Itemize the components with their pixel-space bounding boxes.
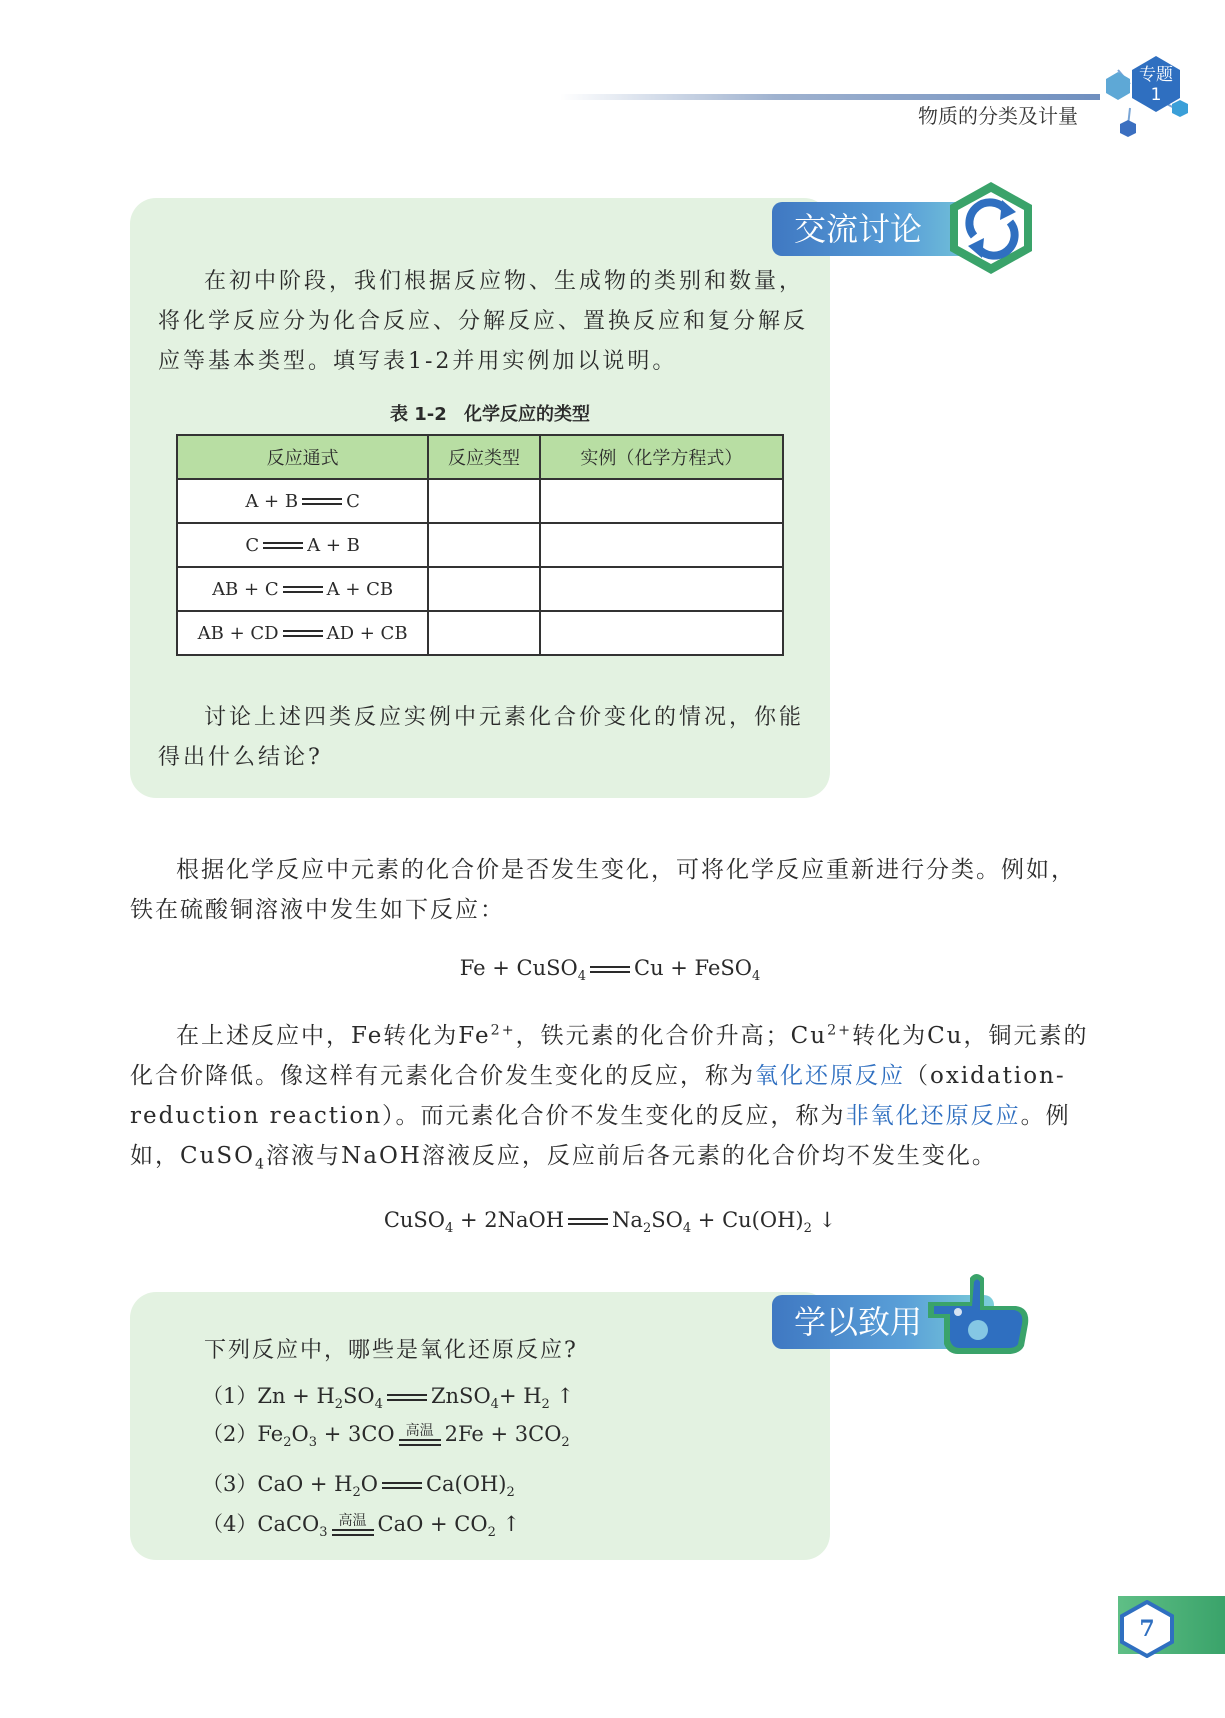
general-formula-cell: C A + B bbox=[177, 523, 428, 567]
practice-item: $(2)Fe_2O_3 + 3CO$ 高温 $2Fe + 3CO_2$ bbox=[202, 1422, 570, 1451]
general-formula-cell: AB + CD AD + CB bbox=[177, 611, 428, 655]
body-paragraph: 在上述反应中，Fe转化为$Fe^{2+}$，铁元素的化合价升高；$Cu^{2+}$转化为Cu，铜元素的化合价降低。像这样有元素化合价发生变化的反应，称为氧化还原反应（oxidation-reduction reaction）。而元素化合价不发生变化的反应，称为非氧化还原反应。例如，CuSO$_4$溶液与NaOH溶液反应，反应前后各元素的化合价均不发生变化。 bbox=[130, 1022, 1089, 1173]
table-caption bbox=[300, 400, 680, 426]
table-header: 实例（化学方程式） bbox=[540, 435, 783, 479]
reaction-condition: 高温 bbox=[405, 1422, 434, 1439]
example-cell[interactable] bbox=[540, 523, 783, 567]
reaction-type-cell[interactable] bbox=[428, 479, 540, 523]
term-redox-reaction: 氧化还原反应 bbox=[755, 1063, 905, 1089]
table-caption-label: 表 1-2 bbox=[390, 404, 447, 425]
table-row bbox=[177, 523, 783, 567]
pointing-hand-icon bbox=[918, 1268, 1038, 1358]
practice-item: $(1)Zn + H_2SO_4$ ZnSO$_4$+ $H_2$ ↑ bbox=[202, 1384, 575, 1413]
chapter-title: 物质的分类及计量 bbox=[918, 104, 1078, 128]
table-header: 反应类型 bbox=[428, 435, 540, 479]
cycle-arrows-icon bbox=[944, 178, 1038, 278]
table-row bbox=[177, 567, 783, 611]
discussion-badge: 交流讨论 bbox=[772, 202, 994, 256]
equation-cuso4-naoh: CuSO$_4$ + 2NaOH $Na_2SO_4 + Cu(OH)_2$ ↓ bbox=[383, 1208, 837, 1237]
equation-fe-cuso4: Fe + CuSO$_4$ Cu + FeSO$_4$ bbox=[459, 956, 761, 985]
practice-item: $(3)CaO + H_2O$ $Ca(OH)_2$ bbox=[202, 1472, 515, 1501]
topic-hexagon-icon bbox=[1070, 50, 1225, 140]
practice-badge: 学以致用 bbox=[772, 1295, 994, 1349]
example-cell[interactable] bbox=[540, 611, 783, 655]
practice-item: （4）CaCO$_3$ 高温 CaO + $CO_2$ ↑ bbox=[202, 1512, 521, 1541]
page-number: 7 bbox=[1139, 1616, 1155, 1642]
general-formula-cell: AB + C A + CB bbox=[177, 567, 428, 611]
reaction-type-table bbox=[176, 434, 784, 656]
general-formula-cell: A + B C bbox=[177, 479, 428, 523]
table-header: 反应通式 bbox=[177, 435, 428, 479]
reaction-type-cell[interactable] bbox=[428, 567, 540, 611]
practice-question: 下列反应中，哪些是氧化还原反应? bbox=[204, 1338, 578, 1363]
reaction-condition: 高温 bbox=[338, 1512, 367, 1529]
reaction-type-cell[interactable] bbox=[428, 523, 540, 567]
discussion-question: 讨论上述四类反应实例中元素化合价变化的情况，你能得出什么结论? bbox=[158, 705, 805, 770]
discussion-text: 在初中阶段，我们根据反应物、生成物的类别和数量，将化学反应分为化合反应、分解反应、置换反应和复分解反应等基本类型。填写表1-2并用实例加以说明。 bbox=[158, 269, 809, 374]
table-caption-title: 化学反应的类型 bbox=[463, 404, 590, 425]
body-paragraph: 根据化学反应中元素的化合价是否发生变化，可将化学反应重新进行分类。例如，铁在硫酸铜溶液中发生如下反应： bbox=[130, 857, 1076, 923]
table-row bbox=[177, 479, 783, 523]
topic-number: 1 bbox=[1150, 85, 1162, 105]
example-cell[interactable] bbox=[540, 567, 783, 611]
example-cell[interactable] bbox=[540, 479, 783, 523]
reaction-type-cell[interactable] bbox=[428, 611, 540, 655]
term-non-redox-reaction: 非氧化还原反应 bbox=[845, 1103, 1021, 1129]
topic-label: 专题 bbox=[1139, 65, 1173, 85]
table-row bbox=[177, 611, 783, 655]
